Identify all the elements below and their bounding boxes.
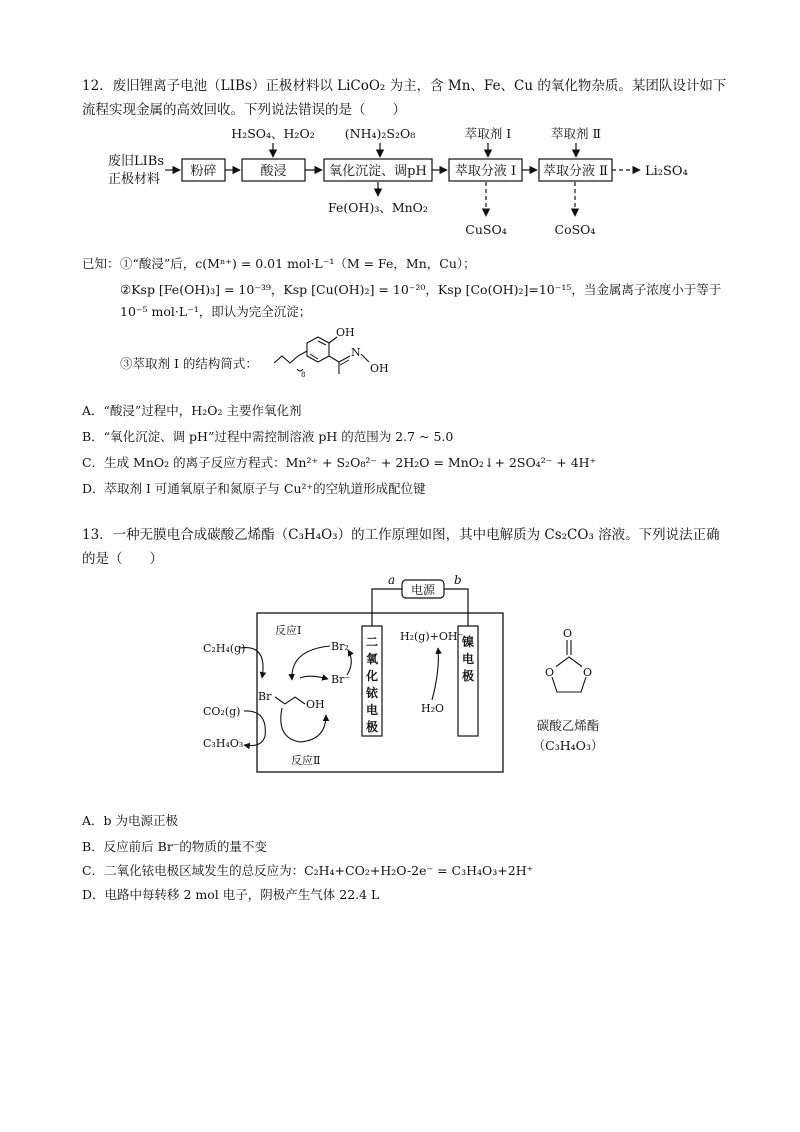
flow-step4: 萃取分液 Ⅰ <box>454 164 517 179</box>
left-electrode-c4: 电 <box>365 703 379 717</box>
q12-known3: ③萃取剂 I 的结构简式： <box>120 356 258 371</box>
br-minus-label: Br⁻ <box>331 673 351 686</box>
terminal-a: a <box>388 573 396 587</box>
co2-label: CO₂(g) <box>203 705 241 718</box>
q13-electrolysis-diagram <box>0 570 800 780</box>
chain-subscript: 8 <box>301 371 306 379</box>
extractant-structure <box>270 325 410 385</box>
q12-stem-line2: 流程实现金属的高效回收。下列说法错误的是（ ） <box>82 102 406 118</box>
q12-known2: ②Ksp [Fe(OH)₃] = 10⁻³⁹，Ksp [Cu(OH)₂] = 10⁻²⁰，Ksp [Co(OH)₂]=10⁻¹⁵，当金属离子浓度小于等于 <box>120 282 722 297</box>
flow-reagent3: (NH₄)₂S₂O₈ <box>344 126 416 141</box>
ring-o-right: O <box>583 666 593 679</box>
q13-option-b: B．反应前后 Br⁻的物质的量不变 <box>82 839 267 854</box>
phenol-oh: OH <box>336 326 355 339</box>
h2-oh-label: H₂(g)+OH⁻ <box>400 630 464 643</box>
h2o-label: H₂O <box>421 702 445 715</box>
left-electrode-c3: 铱 <box>365 686 379 700</box>
flow-input-line2: 正极材料 <box>108 172 161 187</box>
flow-step3: 氧化沉淀、调pH <box>329 164 427 179</box>
c3h4o3-label: C₃H₄O₃ <box>203 737 244 750</box>
q13-option-a: A．b 为电源正极 <box>82 813 179 828</box>
flow-reagent5: 萃取剂 Ⅱ <box>551 126 601 141</box>
q13-option-d: D．电路中每转移 2 mol 电子，阴极产生气体 22.4 L <box>82 887 380 902</box>
q12-flowchart <box>0 120 800 250</box>
q12-known-label: 已知： <box>82 256 120 271</box>
c2h4-label: C₂H₄(g) <box>203 642 246 655</box>
flow-product5: CoSO₄ <box>554 222 596 237</box>
right-electrode-c1: 电 <box>461 652 475 666</box>
left-electrode-c1: 氧 <box>365 652 379 666</box>
q12-option-c: C．生成 MnO₂ 的离子反应方程式：Mn²⁺ + S₂O₈²⁻ + 2H₂O = MnO₂↓+ 2SO₄²⁻ + 4H⁺ <box>82 455 597 470</box>
flow-reagent2: H₂SO₄、H₂O₂ <box>231 126 315 141</box>
q13-stem-line1: 13．一种无膜电合成碳酸乙烯酯（C₃H₄O₃）的工作原理如图，其中电解质为 Cs₂CO₃ 溶液。下列说法正确 <box>82 527 720 543</box>
oxime-oh: OH <box>370 362 389 375</box>
power-label: 电源 <box>410 583 436 597</box>
q12-option-b: B．“氧化沉淀、调 pH”过程中需控制溶液 pH 的范围为 2.7 ~ 5.0 <box>82 429 454 444</box>
flow-step5: 萃取分液 Ⅱ <box>543 164 608 179</box>
left-electrode-c5: 极 <box>365 720 379 734</box>
q13-stem-line2: 的是（ ） <box>82 551 163 567</box>
ethylene-carbonate-structure <box>544 627 594 692</box>
oxime-n: N <box>351 346 361 359</box>
flow-step2: 酸浸 <box>260 164 287 179</box>
flow-step1: 粉碎 <box>190 164 217 179</box>
reaction-i-label: 反应Ⅰ <box>275 624 302 637</box>
flow-product4: CuSO₄ <box>465 222 507 237</box>
bromohydrin-oh: OH <box>306 698 325 711</box>
left-electrode-c0: 二 <box>365 635 379 649</box>
reaction-ii-label: 反应Ⅱ <box>291 754 321 767</box>
q12-stem-line1: 12．废旧锂离子电池（LIBs）正极材料以 LiCoO₂ 为主，含 Mn、Fe、Cu 的氧化物杂质。某团队设计如下 <box>82 78 727 94</box>
bromohydrin-br: Br <box>258 690 272 703</box>
q13-option-c: C．二氧化铱电极区域发生的总反应为：C₂H₄+CO₂+H₂O-2e⁻ = C₃H₄O₃+2H⁺ <box>82 863 534 878</box>
q12-option-d: D．萃取剂 I 可通氧原子和氮原子与 Cu²⁺的空轨道形成配位键 <box>82 481 426 496</box>
left-electrode-c2: 化 <box>365 669 379 683</box>
flow-product3: Fe(OH)₃、MnO₂ <box>328 200 428 215</box>
q12-known1: ①“酸浸”后，c(Mⁿ⁺) = 0.01 mol·L⁻¹（M = Fe，Mn，Cu）； <box>120 256 476 271</box>
terminal-b: b <box>454 573 462 587</box>
q12-option-a: A．“酸浸”过程中，H₂O₂ 主要作氧化剂 <box>82 403 302 418</box>
carbonate-name: 碳酸乙烯酯 <box>536 718 600 733</box>
right-electrode-c2: 极 <box>461 669 475 683</box>
br2-label: Br₂ <box>331 640 349 653</box>
flow-input-line1: 废旧LIBs <box>108 154 164 169</box>
carbonate-formula: （C₃H₄O₃） <box>532 738 604 753</box>
flow-reagent4: 萃取剂 Ⅰ <box>464 126 512 141</box>
right-electrode-c0: 镍 <box>461 635 475 649</box>
q12-known2b: 10⁻⁵ mol·L⁻¹，即认为完全沉淀； <box>120 304 312 319</box>
flow-output: Li₂SO₄ <box>645 164 688 179</box>
ring-o-top: O <box>563 627 573 640</box>
ring-o-left: O <box>545 666 555 679</box>
